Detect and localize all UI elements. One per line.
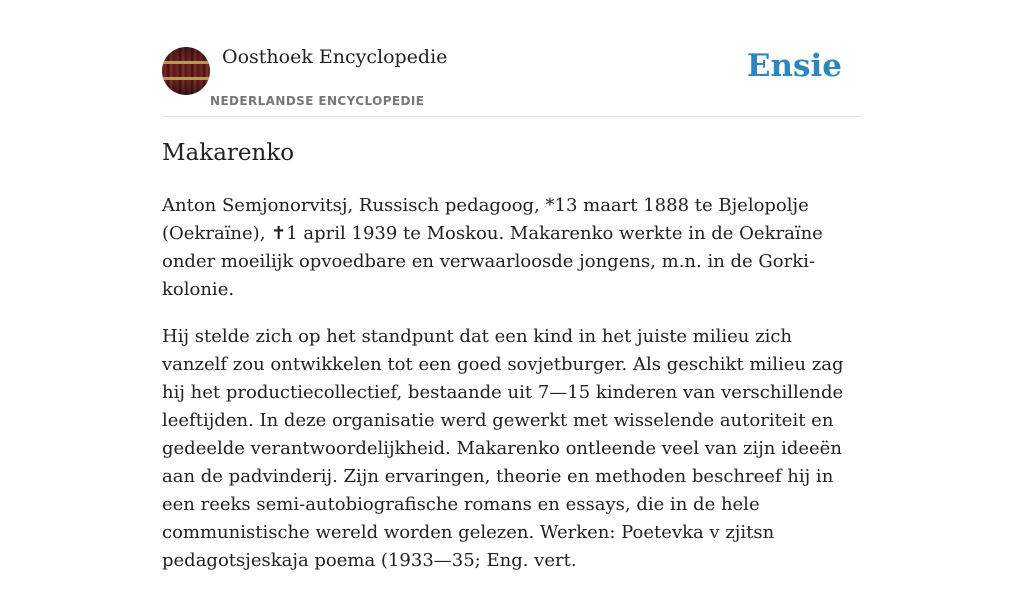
site-logo-icon[interactable]	[162, 47, 210, 95]
site-subtitle: NEDERLANDSE ENCYCLOPEDIE	[210, 94, 425, 108]
brand-link[interactable]: Ensie	[746, 48, 842, 84]
site-title[interactable]: Oosthoek Encyclopedie	[222, 46, 448, 68]
page-container	[162, 0, 862, 571]
article-title: Makarenko	[162, 140, 295, 166]
logo-band	[162, 61, 210, 64]
logo-band	[162, 77, 210, 80]
article-paragraph: Anton Semjonorvitsj, Russisch pedagoog, *13 maart 1888 te Bjelopolje (Oekraïne), ✝1 april 1939 te Moskou. Makarenko werkte in de Oekraïne onder moeilijk opvoedbare en verwaarloosde jongens, m.n. in de Gorki-kolonie.	[162, 195, 823, 300]
article-paragraph: Hij stelde zich op het standpunt dat een kind in het juiste milieu zich vanzelf zou ontwikkelen tot een goed sovjetburger. Als geschikt milieu zag hij het productiecollectief, bestaande uit 7—15 kinderen van verschillende leeftijden. In deze organisatie werd gewerkt met wisselende autoriteit en gedeelde verantwoordelijkheid. Makarenko ontleende veel van zijn ideeën aan de padvinderij. Zijn ervaringen, theorie en methoden beschreef hij in een reeks semi-autobiografische romans en essays, die in de hele communistische wereld worden gelezen. Werken: Poetevka v zjitsn pedagotsjeskaja poema (1933—35; Eng. vert.	[162, 326, 844, 571]
site-header	[162, 0, 862, 117]
article-body	[162, 192, 862, 594]
